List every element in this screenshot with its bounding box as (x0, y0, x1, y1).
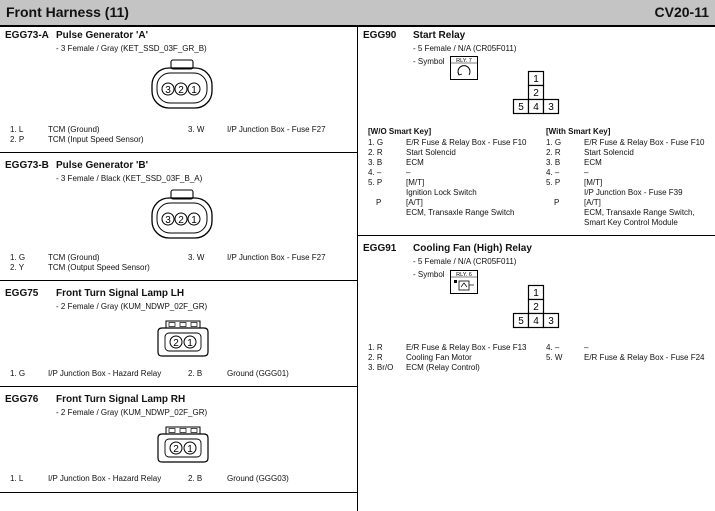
pin-label: 1 (191, 215, 197, 226)
pin-number: 1. G (368, 138, 384, 147)
pin-description: E/R Fuse & Relay Box - Fuse F24 (584, 353, 705, 362)
section-divider (357, 235, 715, 236)
connector-name: Cooling Fan (High) Relay (413, 243, 532, 254)
pin-label: 1 (533, 74, 539, 85)
pin-label: 1 (187, 444, 193, 455)
pin-label: 5 (518, 102, 524, 113)
pin-label: 3 (165, 215, 171, 226)
connector-name: Front Turn Signal Lamp RH (56, 394, 186, 405)
pin-description: Cooling Fan Motor (406, 353, 472, 362)
connector-code: EGG90 (363, 30, 397, 41)
relay-symbol-icon (450, 56, 478, 80)
connector-spec: - 3 Female / Black (KET_SSD_03F_B_A) (56, 174, 203, 183)
pin-number: 2. R (368, 148, 383, 157)
pin-label: 4 (533, 316, 539, 327)
pin-description: – (406, 168, 411, 177)
relay-5pin-diagram (510, 284, 562, 330)
relay-symbol-icon (450, 270, 478, 294)
pin-description: [M/T] (584, 178, 603, 187)
connector-2pin-diagram (156, 319, 210, 359)
connector-code: EGG73-B (5, 160, 49, 171)
connector-code: EGG91 (363, 243, 397, 254)
relay-tag: RLY. 6 (456, 272, 472, 278)
pin-label: 3 (165, 85, 171, 96)
pin-number: 4. – (368, 168, 382, 177)
pin-description: TCM (Ground) (48, 253, 100, 262)
pin-description: ECM (Relay Control) (406, 363, 480, 372)
table-title: [With Smart Key] (546, 127, 611, 136)
column-divider (357, 27, 358, 511)
pin-description: ECM (584, 158, 602, 167)
pin-number: 4. – (546, 343, 560, 352)
connector-name: Pulse Generator 'A' (56, 30, 149, 41)
pin-label: 2 (173, 338, 179, 349)
connector-spec: - 5 Female / N/A (CR05F011) (413, 44, 517, 53)
pin-number: 2. Y (10, 263, 25, 272)
pin-number: 1. L (10, 125, 24, 134)
pin-number: 1. R (368, 343, 383, 352)
pin-number: P (376, 198, 382, 207)
pin-number: 2. B (188, 369, 203, 378)
pin-description: ECM, Transaxle Range Switch (406, 208, 515, 217)
relay-5pin-diagram (510, 70, 562, 116)
pin-number: P (554, 198, 560, 207)
connector-3pin-diagram (150, 58, 214, 110)
connector-3pin-diagram (150, 188, 214, 240)
pin-number: 3. B (368, 158, 383, 167)
pin-description: E/R Fuse & Relay Box - Fuse F10 (584, 138, 705, 147)
connector-name: Pulse Generator 'B' (56, 160, 149, 171)
pin-label: 4 (533, 102, 539, 113)
pin-number: 1. G (10, 253, 26, 262)
pin-description: – (584, 343, 589, 352)
connector-2pin-diagram (156, 425, 210, 465)
pin-description: ECM (406, 158, 424, 167)
pin-description: [A/T] (584, 198, 601, 207)
pin-label: 1 (191, 85, 197, 96)
pin-number: 1. G (546, 138, 562, 147)
pin-number: 2. R (546, 148, 561, 157)
pin-description: Ground (GGG03) (227, 474, 289, 483)
pin-description: I/P Junction Box - Fuse F27 (227, 253, 326, 262)
pin-description: TCM (Input Speed Sensor) (48, 135, 144, 144)
pin-number: 2. R (368, 353, 383, 362)
pin-description: I/P Junction Box - Fuse F39 (584, 188, 683, 197)
pin-number: 5. P (368, 178, 383, 187)
pin-label: 2 (178, 215, 184, 226)
connector-spec: - 2 Female / Gray (KUM_NDWP_02F_GR) (56, 408, 208, 417)
pin-number: 5. W (546, 353, 563, 362)
pin-description: Ignition Lock Switch (406, 188, 477, 197)
pin-label: 2 (533, 302, 539, 313)
pin-description: Start Solencid (584, 148, 634, 157)
pin-label: 3 (548, 316, 554, 327)
pin-description: ECM, Transaxle Range Switch, (584, 208, 695, 217)
connector-spec: - 3 Female / Gray (KET_SSD_03F_GR_B) (56, 44, 207, 53)
pin-description: Smart Key Control Module (584, 218, 678, 227)
connector-code: EGG76 (5, 394, 39, 405)
pin-number: 3. Br/O (368, 363, 394, 372)
pin-number: 5. P (546, 178, 561, 187)
pin-number: 2. P (10, 135, 25, 144)
connector-code: EGG73-A (5, 30, 49, 41)
pin-description: I/P Junction Box - Fuse F27 (227, 125, 326, 134)
relay-tag: RLY. 7 (456, 58, 472, 64)
pin-label: 1 (533, 288, 539, 299)
section-divider (0, 386, 357, 387)
symbol-label: - Symbol (413, 57, 445, 66)
pin-label: 2 (533, 88, 539, 99)
connector-spec: - 5 Female / N/A (CR05F011) (413, 257, 517, 266)
section-divider (0, 152, 357, 153)
pin-number: 3. B (546, 158, 561, 167)
pin-description: TCM (Ground) (48, 125, 100, 134)
pin-label: 2 (173, 444, 179, 455)
page-title: Front Harness (11) (6, 4, 129, 20)
page-code: CV20-11 (654, 4, 709, 20)
pin-number: 1. G (10, 369, 26, 378)
connector-name: Start Relay (413, 30, 466, 41)
pin-description: [A/T] (406, 198, 423, 207)
pin-description: [M/T] (406, 178, 425, 187)
pin-number: 4. – (546, 168, 560, 177)
pin-description: E/R Fuse & Relay Box - Fuse F13 (406, 343, 527, 352)
symbol-label: - Symbol (413, 270, 445, 279)
pin-number: 1. L (10, 474, 24, 483)
section-divider (0, 492, 357, 493)
connector-name: Front Turn Signal Lamp LH (56, 288, 185, 299)
connector-code: EGG75 (5, 288, 39, 299)
pin-description: E/R Fuse & Relay Box - Fuse F10 (406, 138, 527, 147)
section-divider (0, 280, 357, 281)
pin-description: Ground (GGG01) (227, 369, 289, 378)
page-header (0, 0, 715, 27)
pin-description: – (584, 168, 589, 177)
pin-label: 5 (518, 316, 524, 327)
table-title: [W/O Smart Key] (368, 127, 432, 136)
pin-label: 3 (548, 102, 554, 113)
pin-description: I/P Junction Box - Hazard Relay (48, 369, 162, 378)
pin-number: 3. W (188, 253, 205, 262)
pin-number: 3. W (188, 125, 205, 134)
pin-label: 2 (178, 85, 184, 96)
pin-description: I/P Junction Box - Hazard Relay (48, 474, 162, 483)
connector-spec: - 2 Female / Gray (KUM_NDWP_02F_GR) (56, 302, 208, 311)
pin-description: TCM (Output Speed Sensor) (48, 263, 150, 272)
pin-label: 1 (187, 338, 193, 349)
pin-number: 2. B (188, 474, 203, 483)
pin-description: Start Solencid (406, 148, 456, 157)
